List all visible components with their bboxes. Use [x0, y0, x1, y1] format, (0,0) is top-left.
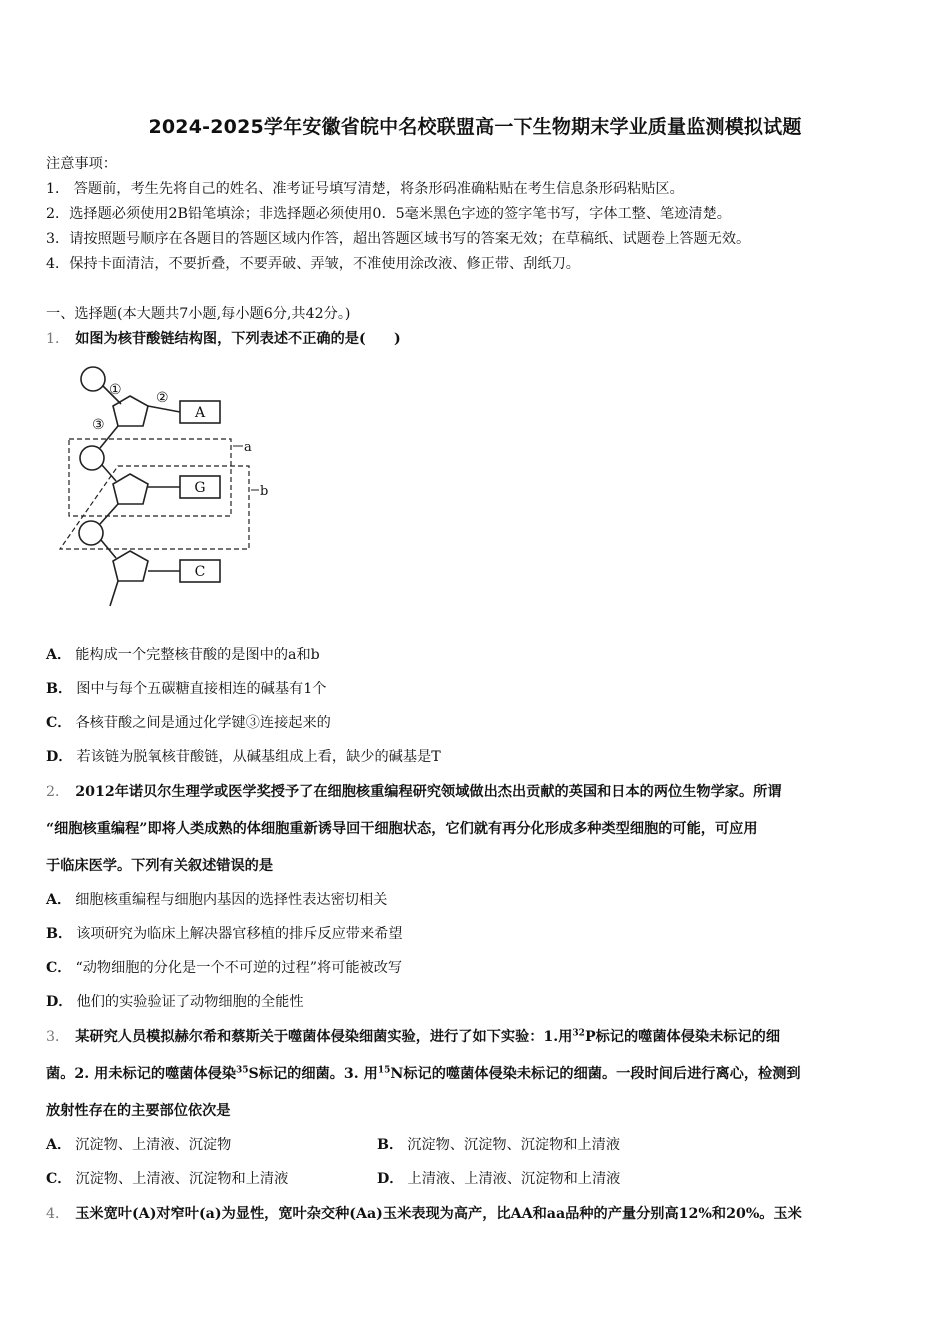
option-key: B． — [46, 681, 73, 697]
isotope-superscript: 15 — [377, 1065, 391, 1076]
question-number: 2． — [46, 784, 70, 800]
option-text: 该项研究为临床上解决器官移植的排斥反应带来希望 — [76, 926, 403, 942]
question-3-option-b — [377, 1134, 620, 1154]
option-key: C． — [46, 1171, 72, 1187]
question-text: 某研究人员模拟赫尔希和蔡斯关于噬菌体侵染细菌实验，进行了如下实验：1.用 — [75, 1029, 573, 1045]
question-2-option-a — [46, 889, 387, 909]
section-heading: 一、选择题(本大题共7小题,每小题6分,共42分。) — [46, 306, 351, 322]
option-text: “动物细胞的分化是一个不可逆的过程”将可能被改写 — [75, 960, 403, 976]
pentose-sugar — [113, 551, 148, 581]
question-1-option-a — [46, 644, 320, 664]
option-text: 各核苷酸之间是通过化学键③连接起来的 — [75, 715, 331, 731]
option-key: B． — [46, 926, 73, 942]
option-key: D． — [377, 1171, 404, 1187]
question-3-stem-line-1 — [46, 1026, 780, 1046]
question-number: 3． — [46, 1029, 70, 1045]
pentose-sugar — [113, 474, 148, 504]
option-key: B． — [377, 1137, 404, 1153]
question-text: 菌。2. 用未标记的噬菌体侵染 — [46, 1066, 237, 1082]
notice-item-4: 4．保持卡面清洁，不要折叠，不要弄破、弄皱，不准使用涂改液、修正带、刮纸刀。 — [46, 256, 580, 272]
question-1-option-b — [46, 678, 326, 698]
option-key: A． — [46, 892, 72, 908]
bond-1-label: ① — [109, 382, 122, 398]
exam-title: 2024-2025学年安徽省皖中名校联盟高一下生物期末学业质量监测模拟试题 — [148, 116, 802, 138]
option-text: 能构成一个完整核苷酸的是图中的a和b — [75, 647, 320, 663]
option-key: D． — [46, 994, 73, 1010]
option-text: 沉淀物、上清液、沉淀物和上清液 — [75, 1171, 289, 1187]
question-text: S标记的细菌。3. 用 — [248, 1066, 378, 1082]
bond-line — [148, 406, 180, 412]
question-2-stem-line-3: 于临床医学。下列有关叙述错误的是 — [46, 858, 274, 874]
option-text: 细胞核重编程与细胞内基因的选择性表达密切相关 — [75, 892, 388, 908]
question-2-option-d — [46, 991, 304, 1011]
question-4-stem-line-1 — [46, 1203, 802, 1223]
label-a: a — [244, 440, 252, 455]
question-1-option-c — [46, 712, 331, 732]
question-1-option-d — [46, 746, 441, 766]
question-number: 4． — [46, 1206, 70, 1222]
question-text: N标记的噬菌体侵染未标记的细菌。一段时间后进行离心，检测到 — [390, 1066, 801, 1082]
question-3-option-a — [46, 1134, 231, 1154]
option-key: C． — [46, 960, 72, 976]
bond-2-label: ② — [156, 390, 169, 406]
base-a-label: A — [194, 405, 206, 421]
notice-item-2: 2．选择题必须使用2B铅笔填涂；非选择题必须使用0．5毫米黑色字迹的签字笔书写，字体工整、笔迹清楚。 — [46, 206, 731, 222]
option-key: A． — [46, 1137, 72, 1153]
option-text: 沉淀物、沉淀物、沉淀物和上清液 — [407, 1137, 621, 1153]
option-key: C． — [46, 715, 72, 731]
question-1-stem — [46, 328, 401, 348]
question-2-stem-line-2: “细胞核重编程”即将人类成熟的体细胞重新诱导回干细胞状态，它们就有再分化形成多种类型细胞的可能，可应用 — [46, 821, 758, 837]
box-a-outline — [69, 439, 231, 516]
phosphate-circle — [79, 521, 103, 545]
question-2-stem-line-1 — [46, 781, 782, 801]
notice-item-3: 3．请按照题号顺序在各题目的答题区域内作答，超出答题区域书写的答案无效；在草稿纸、试题卷上答题无效。 — [46, 231, 751, 247]
nucleotide-chain-diagram — [46, 356, 278, 618]
option-key: A． — [46, 647, 72, 663]
base-g-label: G — [194, 480, 206, 496]
question-2-option-c — [46, 957, 402, 977]
option-key: D． — [46, 749, 73, 765]
phosphate-circle — [81, 367, 105, 391]
base-c-label: C — [194, 564, 206, 580]
option-text: 若该链为脱氧核苷酸链，从碱基组成上看，缺少的碱基是T — [76, 749, 441, 765]
question-3-stem-line-3: 放射性存在的主要部位依次是 — [46, 1103, 231, 1119]
bond-line — [100, 504, 118, 524]
question-text: 玉米宽叶(A)对窄叶(a)为显性，宽叶杂交种(Aa)玉米表现为高产，比AA和aa品种的产量分别高12%和20%。玉米 — [75, 1206, 802, 1222]
question-3-option-d — [377, 1168, 620, 1188]
question-number: 1． — [46, 331, 70, 347]
option-text: 图中与每个五碳糖直接相连的碱基有1个 — [76, 681, 327, 697]
question-text: P标记的噬菌体侵染未标记的细 — [584, 1029, 781, 1045]
question-2-option-b — [46, 923, 403, 943]
option-text: 上清液、上清液、沉淀物和上清液 — [407, 1171, 621, 1187]
phosphate-circle — [80, 446, 104, 470]
notice-heading: 注意事项： — [46, 156, 117, 172]
label-b: b — [260, 484, 269, 499]
question-text: 如图为核苷酸链结构图，下列表述不正确的是( ) — [75, 331, 401, 347]
question-text: 2012年诺贝尔生理学或医学奖授予了在细胞核重编程研究领域做出杰出贡献的英国和日本的两位生物学家。所谓 — [75, 784, 782, 800]
isotope-superscript: 32 — [572, 1028, 585, 1039]
question-3-option-c — [46, 1168, 288, 1188]
question-3-stem-line-2 — [46, 1063, 801, 1083]
bond-3-label: ③ — [92, 417, 105, 433]
isotope-superscript: 35 — [236, 1065, 249, 1076]
notice-item-1: 1． 答题前，考生先将自己的姓名、准考证号填写清楚，将条形码准确粘贴在考生信息条形码粘贴区。 — [46, 181, 684, 197]
option-text: 沉淀物、上清液、沉淀物 — [75, 1137, 232, 1153]
bond-line — [110, 581, 118, 606]
option-text: 他们的实验验证了动物细胞的全能性 — [76, 994, 304, 1010]
